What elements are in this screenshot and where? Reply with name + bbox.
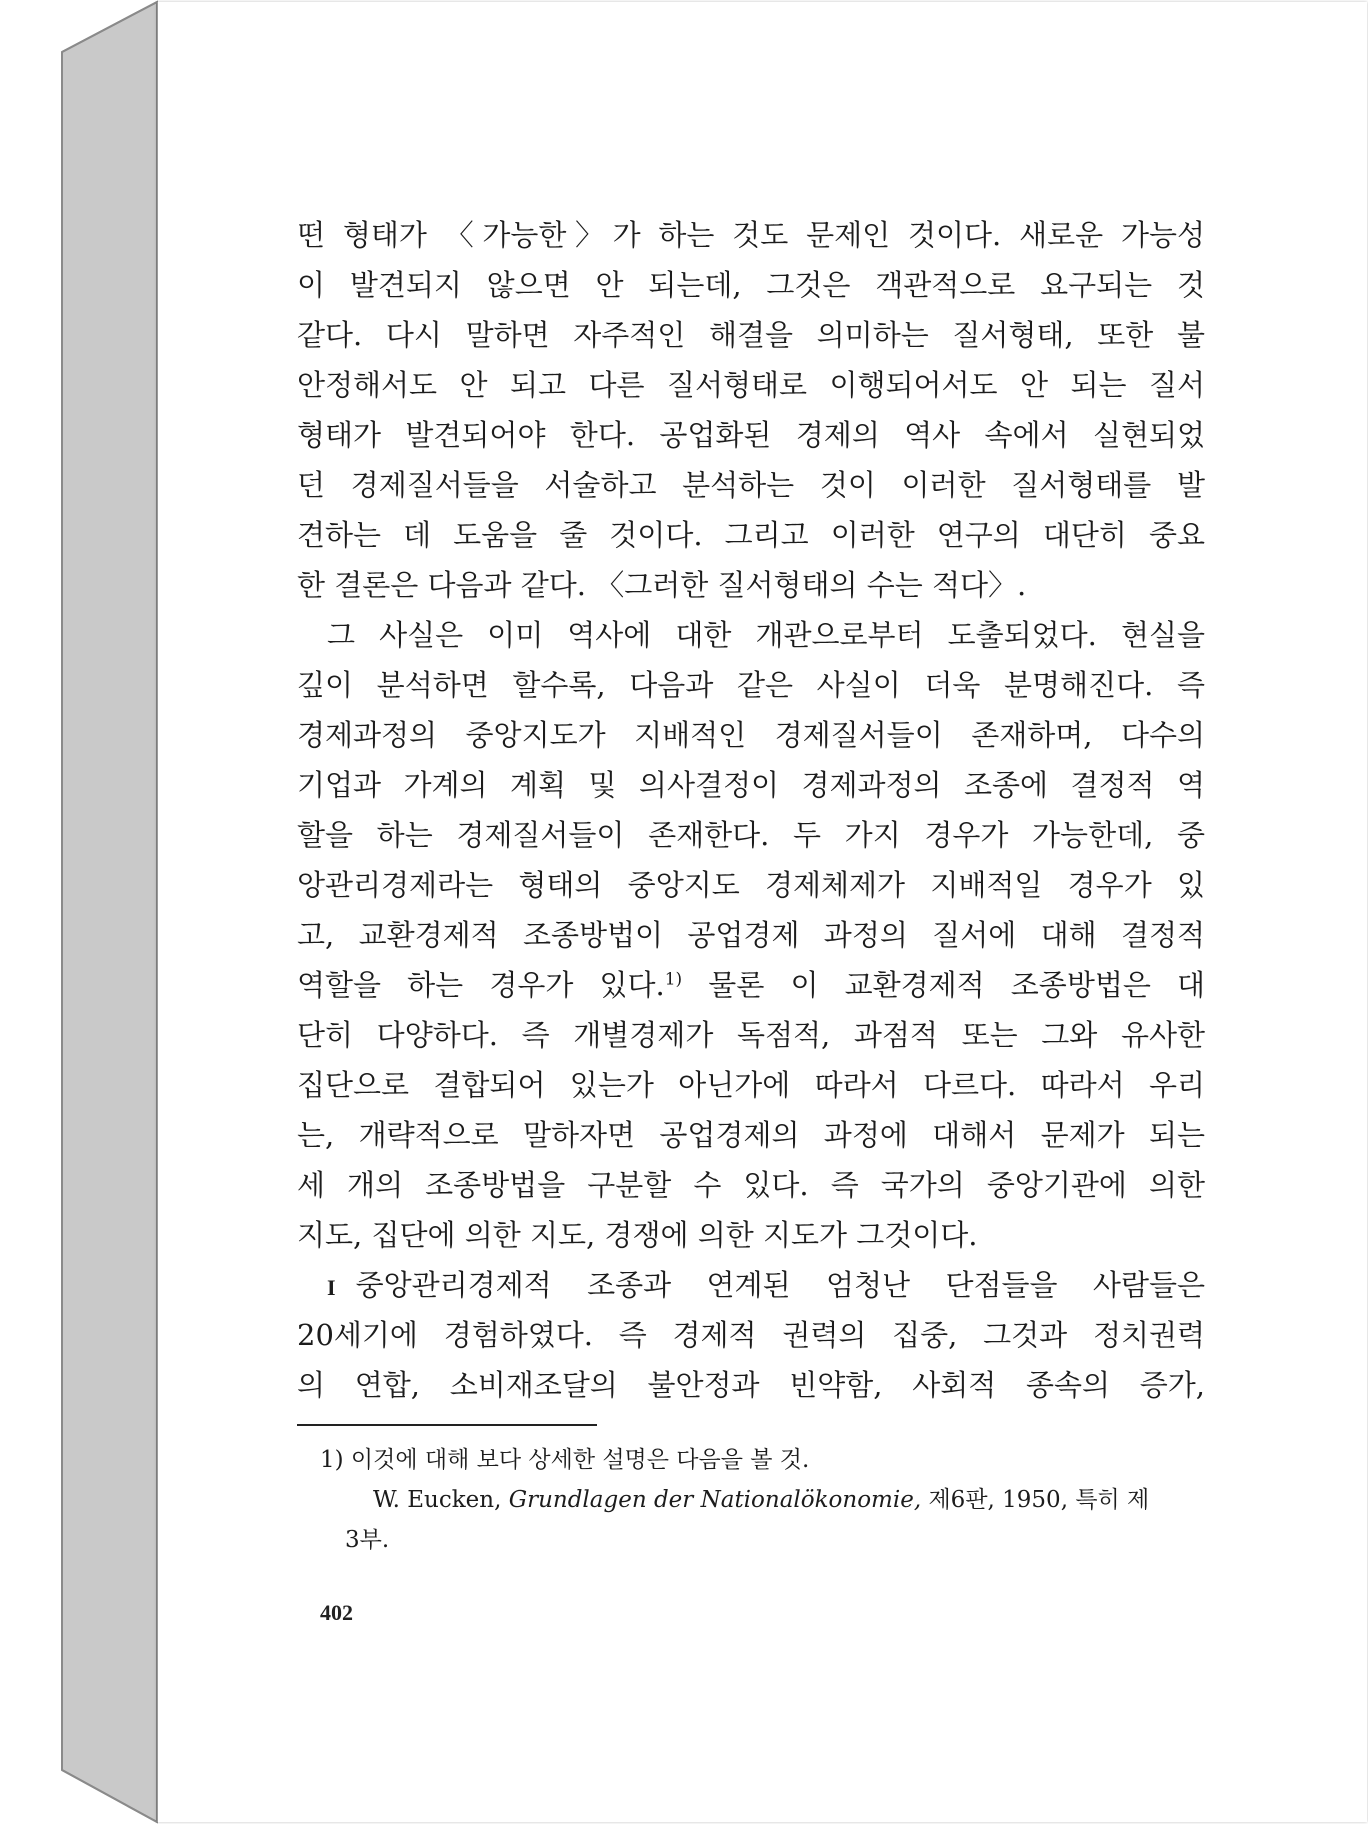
text-line: 떤 형태가 〈가능한〉가 하는 것도 문제인 것이다. 새로운 가능성	[297, 218, 1205, 252]
citation-title: Grundlagen der Nationalökonomie,	[508, 1487, 922, 1513]
text-line: 안정해서도 안 되고 다른 질서형태로 이행되어서도 안 되는 질서	[297, 368, 1205, 402]
footnote-citation	[320, 1480, 1205, 1520]
text-line: 앙관리경제라는 형태의 중앙지도 경제체제가 지배적일 경우가 있	[297, 868, 1205, 902]
text-line: 할을 하는 경제질서들이 존재한다. 두 가지 경우가 가능한데, 중	[297, 818, 1205, 852]
text-line: 한 결론은 다음과 같다. 〈그러한 질서형태의 수는 적다〉.	[297, 568, 1027, 602]
text-line: 는, 개략적으로 말하자면 공업경제의 과정에 대해서 문제가 되는	[297, 1118, 1205, 1152]
text-line: 단히 다양하다. 즉 개별경제가 독점적, 과점적 또는 그와 유사한	[297, 1018, 1205, 1052]
footnote-divider	[297, 1424, 597, 1426]
body-text	[297, 210, 1205, 1410]
citation-author: W. Eucken,	[373, 1487, 509, 1513]
page-number: 402	[320, 1600, 353, 1625]
text-line: 지도, 집단에 의한 지도, 경쟁에 의한 지도가 그것이다.	[297, 1218, 978, 1252]
text-line: 기업과 가계의 계획 및 의사결정이 경제과정의 조종에 결정적 역	[297, 768, 1205, 802]
section-mark: I	[327, 1275, 336, 1300]
text-line: 고, 교환경제적 조종방법이 공업경제 과정의 질서에 대해 결정적	[297, 918, 1205, 952]
text-line: 의 연합, 소비재조달의 불안정과 빈약함, 사회적 종속의 증가,	[297, 1368, 1205, 1402]
text-line: 던 경제질서들을 서술하고 분석하는 것이 이러한 질서형태를 발	[297, 468, 1205, 502]
text-fragment: 역할을 하는 경우가 있다.	[297, 968, 665, 1002]
text-line: 견하는 데 도움을 줄 것이다. 그리고 이러한 연구의 대단히 중요	[297, 518, 1205, 552]
footnote-ref[interactable]: 1)	[664, 969, 683, 990]
text-line: 세 개의 조종방법을 구분할 수 있다. 즉 국가의 중앙기관에 의한	[297, 1168, 1205, 1202]
footnote-line: 1) 이것에 대해 보다 상세한 설명은 다음을 볼 것.	[320, 1447, 810, 1473]
text-line: 경제과정의 중앙지도가 지배적인 경제질서들이 존재하며, 다수의	[297, 718, 1205, 752]
text-fragment: 물론 이 교환경제적 조종방법은 대	[682, 968, 1205, 1002]
footnote-line: 3부.	[345, 1527, 390, 1553]
text-line: 깊이 분석하면 할수록, 다음과 같은 사실이 더욱 분명해진다. 즉	[297, 668, 1205, 702]
footnotes	[320, 1440, 1205, 1560]
text-fragment: 중앙관리경제적 조종과 연계된 엄청난 단점들을 사람들은	[355, 1268, 1205, 1302]
text-line: 형태가 발견되어야 한다. 공업화된 경제의 역사 속에서 실현되었	[297, 418, 1205, 452]
citation-details: 제6판, 1950, 특히 제	[921, 1487, 1150, 1513]
text-line: 이 발견되지 않으면 안 되는데, 그것은 객관적으로 요구되는 것	[297, 268, 1205, 302]
text-line: 집단으로 결합되어 있는가 아닌가에 따라서 다르다. 따라서 우리	[297, 1068, 1205, 1102]
text-line: 그 사실은 이미 역사에 대한 개관으로부터 도출되었다. 현실을	[327, 618, 1205, 652]
text-line: 20세기에 경험하였다. 즉 경제적 권력의 집중, 그것과 정치권력	[297, 1318, 1205, 1352]
text-line-with-footnote	[297, 960, 1205, 1010]
text-line-section	[297, 1260, 1205, 1310]
text-line: 같다. 다시 말하면 자주적인 해결을 의미하는 질서형태, 또한 불	[297, 318, 1205, 352]
